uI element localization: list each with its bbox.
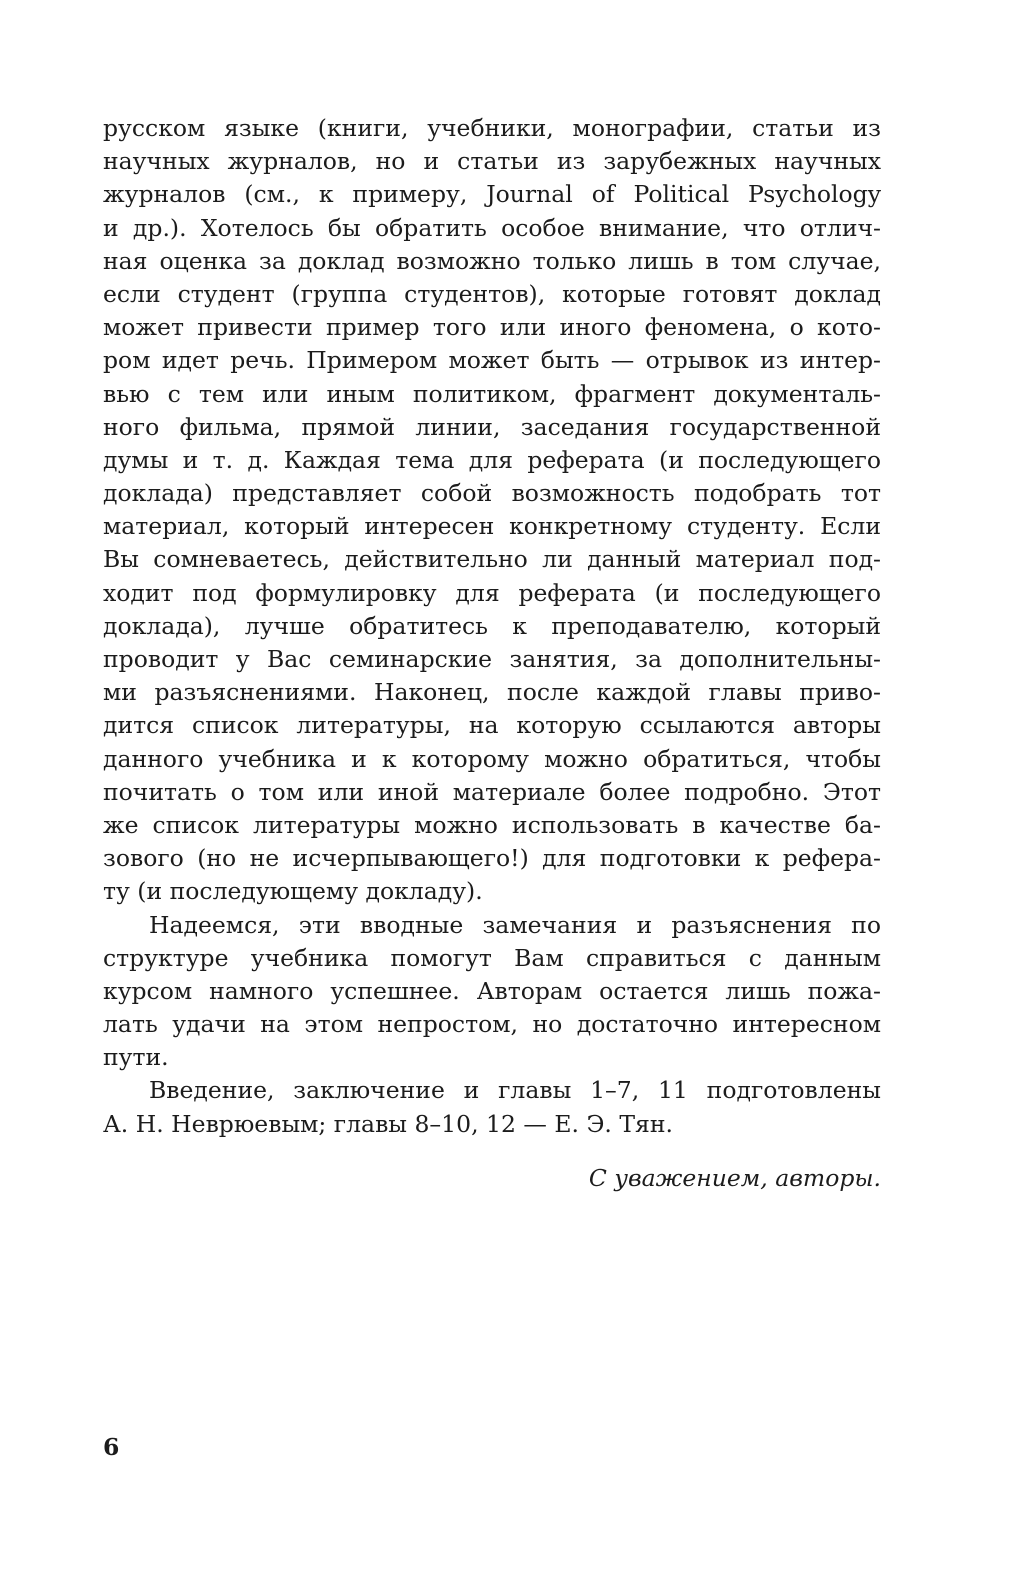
text-line: дится список литературы, на которую ссылаются авторы	[103, 711, 881, 740]
paragraph-1	[103, 112, 881, 909]
paragraph-3	[103, 1074, 881, 1140]
text-line: Надеемся, эти вводные замечания и разъяснения по	[149, 910, 881, 939]
text-line: Вы сомневаетесь, действительно ли данный материал под-	[103, 545, 881, 574]
text-line: лать удачи на этом непростом, но достаточно интересном	[103, 1010, 881, 1039]
page-number: 6	[103, 1433, 120, 1461]
text-line: проводит у Вас семинарские занятия, за дополнительны-	[103, 645, 881, 673]
text-line: А. Н. Неврюевым; главы 8–10, 12 — Е. Э. Тян.	[103, 1109, 674, 1138]
text-line: доклада) представляет собой возможность подобрать тот	[103, 479, 881, 508]
text-line: материал, который интересен конкретному студенту. Если	[103, 512, 881, 541]
text-line: пути.	[103, 1043, 169, 1072]
text-line: зового (но не исчерпывающего!) для подготовки к рефера-	[103, 844, 881, 873]
text-line: журналов (см., к примеру, Journal of Political Psychology	[103, 180, 881, 209]
text-line: данного учебника и к которому можно обратиться, чтобы	[103, 744, 881, 773]
text-line: курсом намного успешнее. Авторам остается лишь пожа-	[103, 976, 881, 1005]
text-line: ми разъяснениями. Наконец, после каждой главы приво-	[103, 678, 881, 707]
text-line: думы и т. д. Каждая тема для реферата (и последующего	[103, 445, 881, 474]
text-line: доклада), лучше обратитесь к преподавателю, который	[103, 611, 881, 640]
text-line: русском языке (книги, учебники, монографии, статьи из	[103, 114, 881, 142]
text-line: и др.). Хотелось бы обратить особое внимание, что отлич-	[103, 213, 881, 242]
text-line: научных журналов, но и статьи из зарубежных научных	[103, 147, 881, 176]
text-line: если студент (группа студентов), которые готовят доклад	[103, 279, 881, 308]
text-line: ная оценка за доклад возможно только лишь в том случае,	[103, 246, 881, 275]
paragraph-2	[103, 909, 881, 1075]
text-line: структуре учебника помогут Вам справиться с данным	[103, 943, 881, 972]
text-line: вью с тем или иным политиком, фрагмент документаль-	[103, 379, 881, 408]
text-line: ходит под формулировку для реферата (и последующего	[103, 578, 881, 607]
text-line: ром идет речь. Примером может быть — отрывок из интер-	[103, 346, 881, 375]
text-line: Введение, заключение и главы 1–7, 11 подготовлены	[149, 1076, 881, 1105]
text-line: же список литературы можно использовать в качестве ба-	[103, 810, 881, 839]
body-text	[103, 112, 881, 1141]
text-line: почитать о том или иной материале более подробно. Этот	[103, 777, 881, 806]
text-line: ного фильма, прямой линии, заседания государственной	[103, 412, 881, 441]
text-line: ту (и последующему докладу).	[103, 877, 483, 906]
text-line: может привести пример того или иного феномена, о кото-	[103, 313, 881, 342]
signature: С уважением, авторы.	[588, 1164, 881, 1192]
